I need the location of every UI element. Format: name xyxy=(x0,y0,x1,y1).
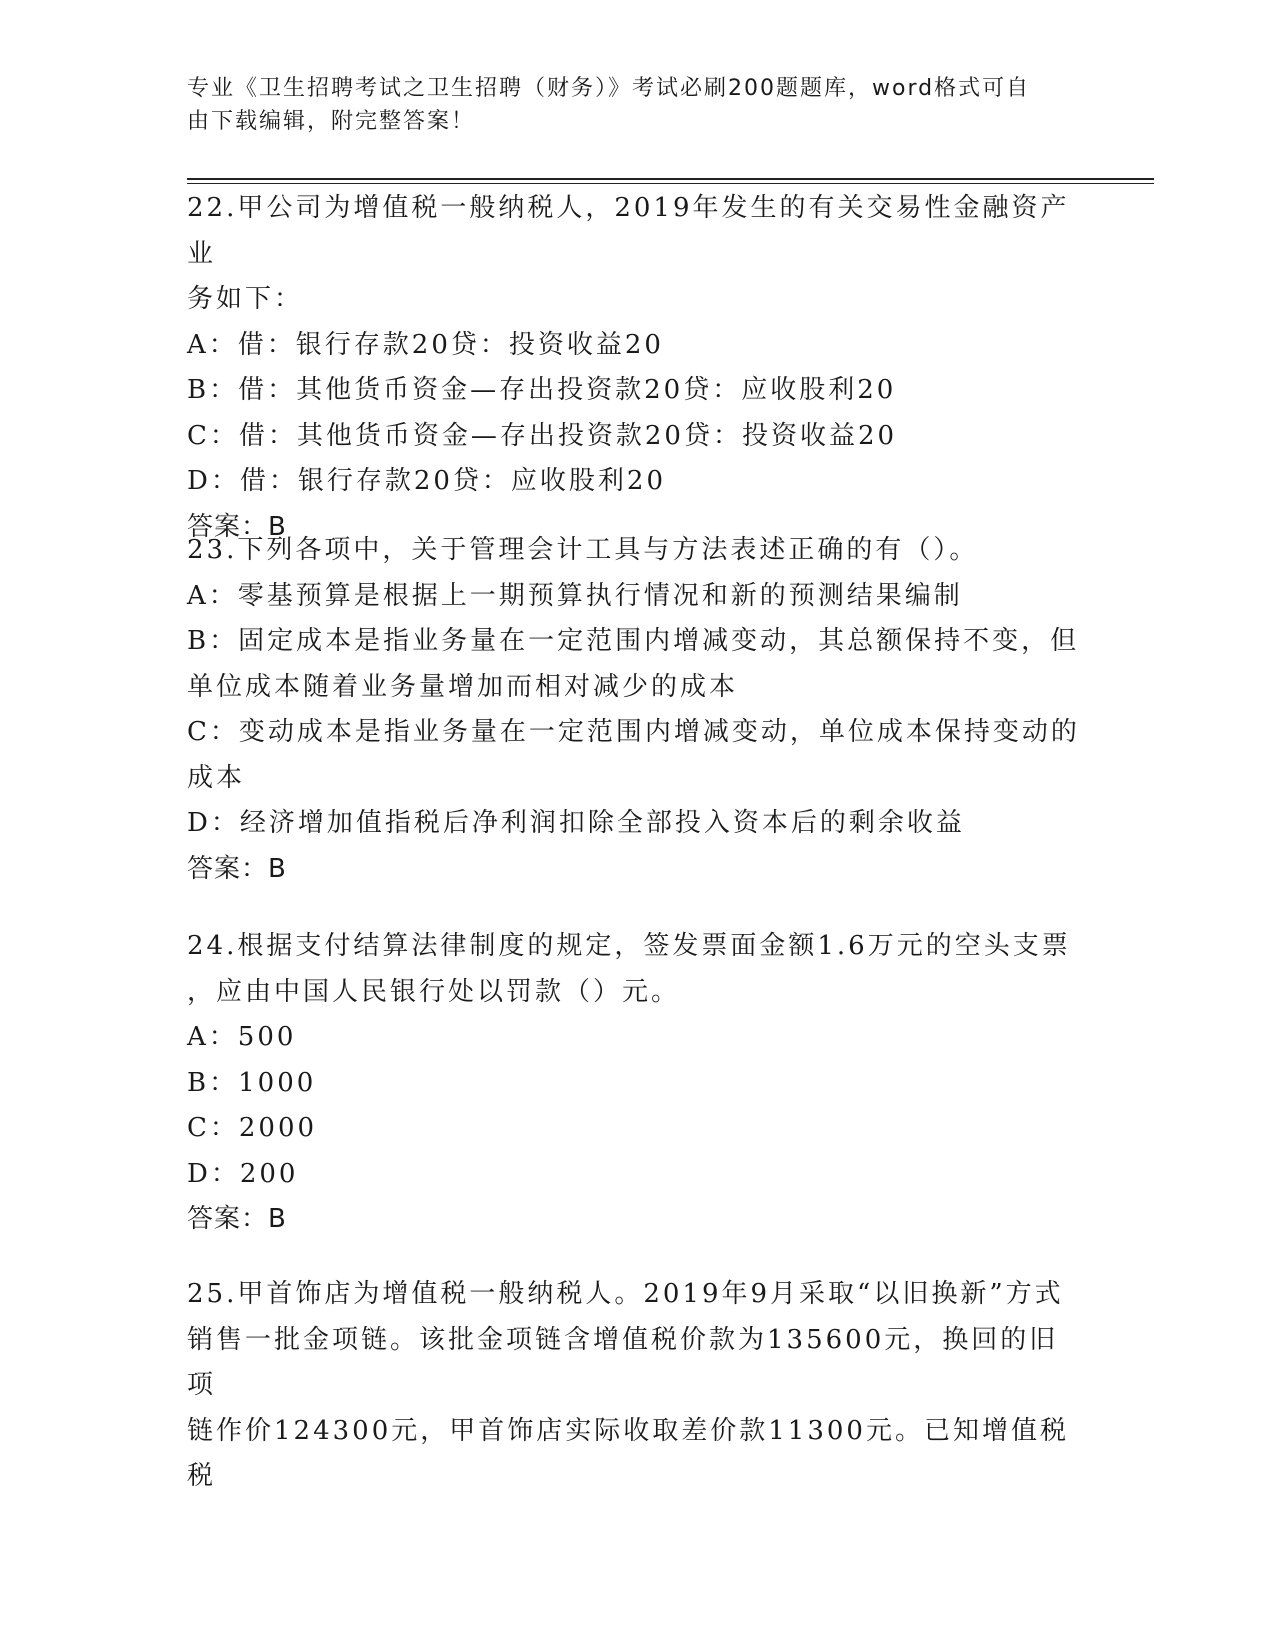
question-stem: 23.下列各项中，关于管理会计工具与方法表述正确的有（）。 xyxy=(187,535,979,565)
question-stem: 24.根据支付结算法律制度的规定，签发票面金额1.6万元的空头支票 xyxy=(187,931,1071,961)
header-divider xyxy=(187,183,1154,184)
question-block xyxy=(187,924,1087,1243)
header-line: 由下载编辑，附完整答案！ xyxy=(187,109,476,134)
answer-line: 答案：B xyxy=(187,511,287,542)
header-divider xyxy=(187,178,1154,180)
option-c: C：2000 xyxy=(187,1113,318,1143)
answer-line: 答案：B xyxy=(187,1204,287,1234)
option-b: B：借：其他货币资金—存出投资款20贷：应收股利20 xyxy=(187,375,897,405)
document-header xyxy=(187,72,1067,138)
question-stem: 销售一批金项链。该批金项链含增值税价款为135600元，换回的旧项 xyxy=(187,1324,1059,1400)
option-d: D：借：银行存款20贷：应收股利20 xyxy=(187,466,667,496)
option-a: A：500 xyxy=(187,1022,297,1052)
option-c: C：变动成本是指业务量在一定范围内增减变动，单位成本保持变动的 xyxy=(187,717,1080,747)
question-stem: ，应由中国人民银行处以罚款（）元。 xyxy=(187,976,681,1007)
option-d: D：经济增加值指税后净利润扣除全部投入资本后的剩余收益 xyxy=(187,808,965,838)
question-stem: 22.甲公司为增值税一般纳税人，2019年发生的有关交易性金融资产业 xyxy=(187,193,1070,269)
question-stem: 25.甲首饰店为增值税一般纳税人。2019年9月采取“以旧换新”方式 xyxy=(187,1279,1064,1309)
option-a: A：零基预算是根据上一期预算执行情况和新的预测结果编制 xyxy=(187,580,963,611)
question-stem: 务如下： xyxy=(187,284,304,314)
question-stem: 链作价124300元，甲首饰店实际收取差价款11300元。已知增值税税 xyxy=(187,1415,1069,1491)
answer-line: 答案：B xyxy=(187,853,287,884)
option-a: A：借：银行存款20贷：投资收益20 xyxy=(187,329,664,360)
question-block xyxy=(187,186,1087,550)
option-c: 成本 xyxy=(187,762,246,793)
question-block xyxy=(187,1272,1087,1500)
option-b: B：1000 xyxy=(187,1067,317,1098)
option-b: 单位成本随着业务量增加而相对减少的成本 xyxy=(187,671,739,702)
header-line: 专业《卫生招聘考试之卫生招聘（财务）》考试必刷200题题库，word格式可自 xyxy=(187,76,1031,101)
question-block xyxy=(187,528,1087,892)
option-c: C：借：其他货币资金—存出投资款20贷：投资收益20 xyxy=(187,420,898,451)
option-d: D：200 xyxy=(187,1158,299,1189)
option-b: B：固定成本是指业务量在一定范围内增减变动，其总额保持不变，但 xyxy=(187,626,1080,656)
